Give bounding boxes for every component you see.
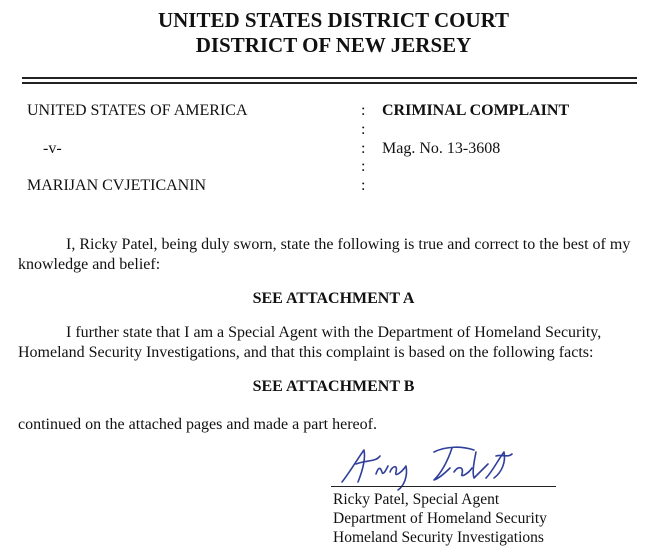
paragraph-2-line-1: I further state that I am a Special Agent with the Department of Homeland Security,	[66, 324, 602, 341]
paragraph-2-line-2: Homeland Security Investigations, and that this complaint is based on the following facts:	[18, 344, 594, 361]
attachment-a-heading: SEE ATTACHMENT A	[252, 290, 415, 307]
caption-colon: :	[361, 102, 366, 119]
continued-statement: continued on the attached pages and made a part hereof.	[18, 416, 377, 433]
paragraph-1-line-1: I, Ricky Patel, being duly sworn, state the following is true and correct to the best of my	[66, 236, 631, 253]
signer-department: Department of Homeland Security	[333, 510, 547, 527]
signature-line	[331, 486, 556, 487]
caption-colon: :	[361, 140, 366, 157]
attachment-b-heading: SEE ATTACHMENT B	[252, 378, 415, 395]
signer-name-title: Ricky Patel, Special Agent	[333, 491, 500, 508]
plaintiff: UNITED STATES OF AMERICA	[27, 102, 248, 119]
signer-agency: Homeland Security Investigations	[333, 529, 544, 546]
header-rule-bottom	[22, 82, 637, 84]
versus: -v-	[43, 140, 62, 157]
caption-colon: :	[361, 158, 366, 175]
header-rule-top	[22, 77, 637, 79]
handwritten-signature	[336, 442, 536, 492]
magistrate-number: Mag. No. 13-3608	[382, 140, 501, 157]
caption-colon: :	[361, 121, 366, 138]
caption-colon: :	[361, 177, 366, 194]
court-name: UNITED STATES DISTRICT COURT	[157, 8, 510, 32]
defendant: MARIJAN CVJETICANIN	[27, 177, 207, 194]
paragraph-1-line-2: knowledge and belief:	[18, 256, 161, 273]
court-district: DISTRICT OF NEW JERSEY	[195, 33, 472, 57]
document-type: CRIMINAL COMPLAINT	[382, 102, 570, 119]
